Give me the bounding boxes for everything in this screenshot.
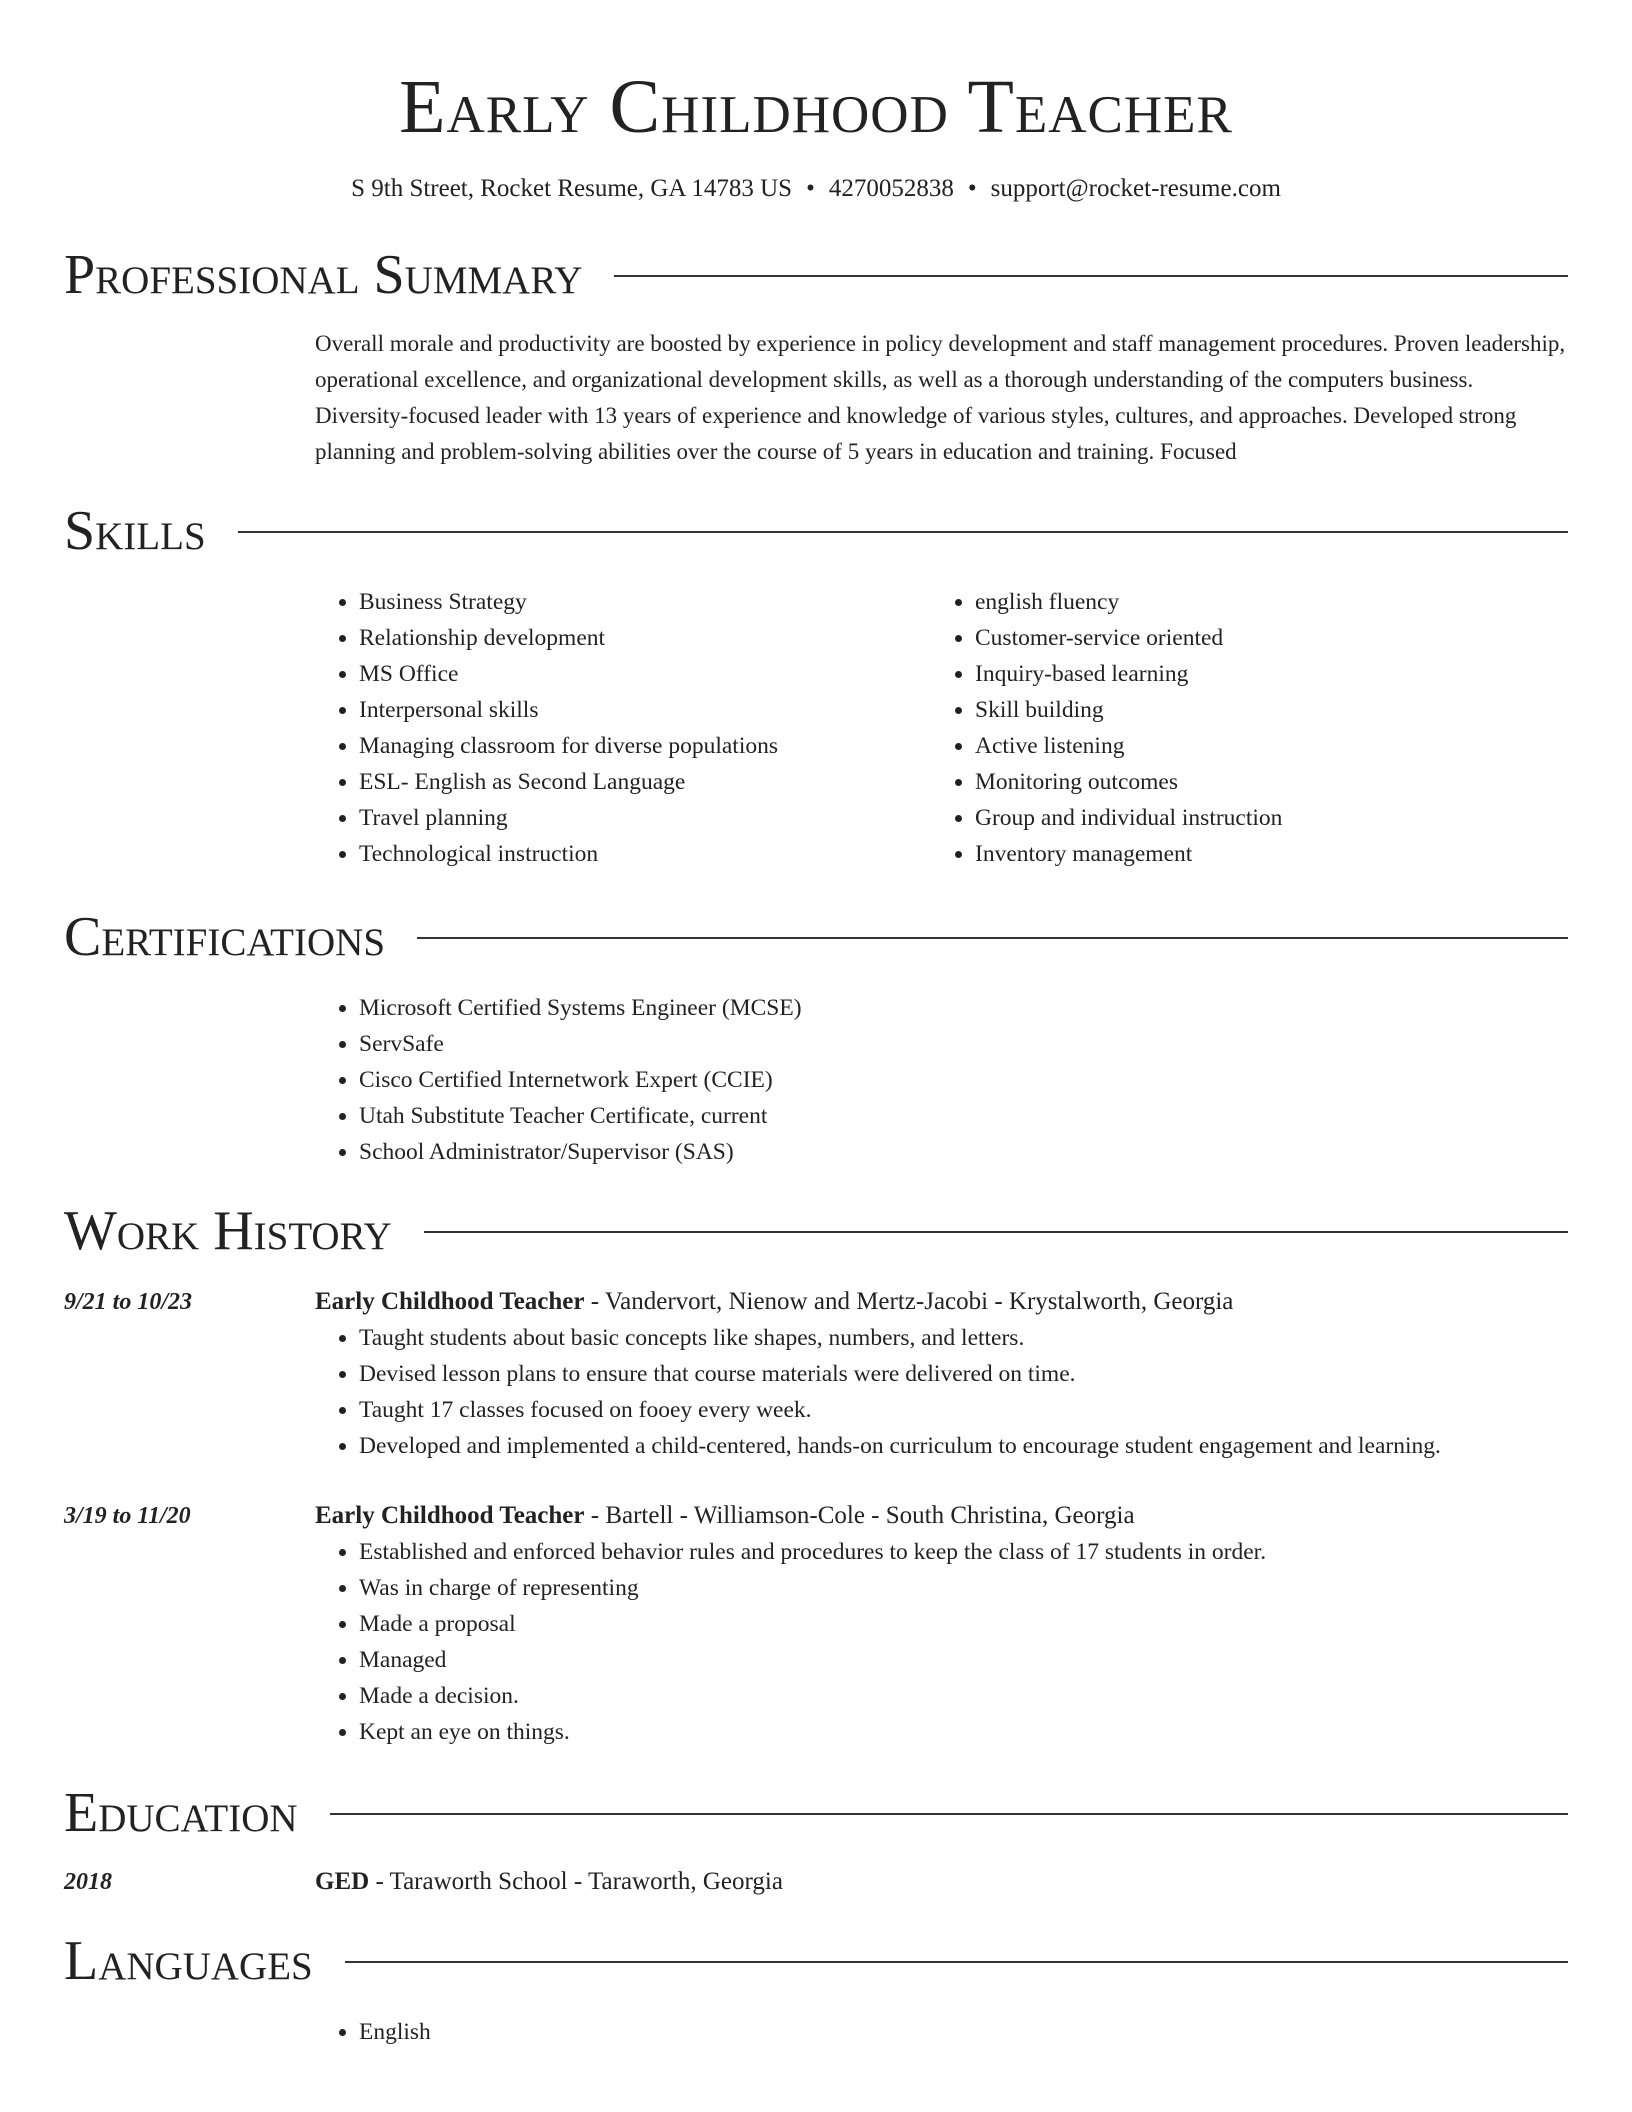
skill-item: • Business Strategy xyxy=(359,584,931,620)
contact-address: S 9th Street, Rocket Resume, GA 14783 US xyxy=(351,175,793,202)
job-bullet: • Made a decision. xyxy=(359,1678,1266,1714)
education-entry xyxy=(64,1864,1568,1900)
languages-list xyxy=(315,2014,1568,2050)
section-title-languages: Languages xyxy=(64,1930,313,1992)
section-title-skills: Skills xyxy=(64,500,206,562)
contact-phone: 4270052838 xyxy=(828,175,954,202)
skill-item: • Technological instruction xyxy=(359,836,931,872)
section-divider xyxy=(614,275,1568,277)
job-bullet: • Was in charge of representing xyxy=(359,1570,1266,1606)
contact-line xyxy=(64,172,1568,206)
skill-item: • Customer-service oriented xyxy=(975,620,1547,656)
section-divider xyxy=(345,1961,1568,1963)
certification-item: • ServSafe xyxy=(359,1026,1568,1062)
education-school: - Taraworth School - Taraworth, Georgia xyxy=(369,1868,783,1895)
contact-separator: • xyxy=(967,175,977,202)
skill-item: • MS Office xyxy=(359,656,931,692)
job-body xyxy=(315,1284,1441,1464)
section-title-summary: Professional Summary xyxy=(64,244,583,306)
certification-item: • Utah Substitute Teacher Certificate, current xyxy=(359,1098,1568,1134)
skill-item: • Skill building xyxy=(975,692,1547,728)
skill-item: • ESL- English as Second Language xyxy=(359,764,931,800)
job-bullet: • Taught students about basic concepts like shapes, numbers, and letters. xyxy=(359,1320,1441,1356)
skills-column-left xyxy=(315,584,931,872)
skills-column-right xyxy=(931,584,1547,872)
job-entry xyxy=(64,1498,1568,1750)
job-title: Early Childhood Teacher xyxy=(315,1288,585,1315)
certification-item: • Microsoft Certified Systems Engineer (MCSE) xyxy=(359,990,1568,1026)
skill-item: • Interpersonal skills xyxy=(359,692,931,728)
section-header-skills xyxy=(64,500,1568,562)
job-bullet: • Developed and implemented a child-centered, hands-on curriculum to encourage student engagement and learning. xyxy=(359,1428,1441,1464)
job-bullet: • Taught 17 classes focused on fooey every week. xyxy=(359,1392,1441,1428)
job-entry xyxy=(64,1284,1568,1464)
education-degree: GED xyxy=(315,1868,370,1895)
section-header-work-history xyxy=(64,1200,1568,1262)
certification-item: • Cisco Certified Internetwork Expert (CCIE) xyxy=(359,1062,1568,1098)
contact-separator: • xyxy=(806,175,815,202)
job-title: Early Childhood Teacher xyxy=(315,1502,585,1529)
job-bullet: • Made a proposal xyxy=(359,1606,1266,1642)
certifications-list xyxy=(315,990,1568,1170)
contact-email: support@rocket-resume.com xyxy=(990,175,1281,202)
job-body xyxy=(315,1498,1266,1750)
skill-item: • Inventory management xyxy=(975,836,1547,872)
job-dates: 3/19 to 11/20 xyxy=(64,1503,191,1529)
section-header-certifications xyxy=(64,906,1568,968)
summary-text: Overall morale and productivity are boosted by experience in policy development and staff management procedures. Proven leadership, operational excellence, and organizational development skills, as well as a thorough understanding of the computers business. Diversity-focused leader with 13 years of experience and knowledge of various styles, cultures, and approaches. Developed strong planning and problem-solving abilities over the course of 5 years in education and training. Focused xyxy=(315,331,1566,464)
job-employer: - Vandervort, Nienow and Mertz-Jacobi - Krystalworth, Georgia xyxy=(584,1288,1234,1315)
section-title-work-history: Work History xyxy=(64,1200,392,1262)
section-header-summary xyxy=(64,244,1568,306)
skills-grid xyxy=(315,584,1568,872)
job-bullet: • Managed xyxy=(359,1642,1266,1678)
education-title-line xyxy=(315,1864,783,1900)
resume-page xyxy=(64,0,1568,2050)
skill-item: • Travel planning xyxy=(359,800,931,836)
section-divider xyxy=(417,937,1568,939)
job-title-line xyxy=(315,1498,1266,1534)
section-header-languages xyxy=(64,1930,1568,1992)
candidate-name: Early Childhood Teacher xyxy=(399,65,1233,149)
job-bullet: • Devised lesson plans to ensure that course materials were delivered on time. xyxy=(359,1356,1441,1392)
section-title-education: Education xyxy=(64,1782,298,1844)
section-title-certifications: Certifications xyxy=(64,906,386,968)
skill-item: • Relationship development xyxy=(359,620,931,656)
section-header-education xyxy=(64,1782,1568,1844)
job-dates: 9/21 to 10/23 xyxy=(64,1289,193,1315)
skill-item: • Inquiry-based learning xyxy=(975,656,1547,692)
skill-item: • english fluency xyxy=(975,584,1547,620)
job-title-line xyxy=(315,1284,1441,1320)
job-bullet: • Kept an eye on things. xyxy=(359,1714,1266,1750)
section-divider xyxy=(330,1813,1568,1815)
skill-item: • Group and individual instruction xyxy=(975,800,1547,836)
skill-item: • Monitoring outcomes xyxy=(975,764,1547,800)
section-divider xyxy=(424,1231,1568,1233)
education-year: 2018 xyxy=(64,1869,112,1895)
section-divider xyxy=(238,531,1568,533)
certification-item: • School Administrator/Supervisor (SAS) xyxy=(359,1134,1568,1170)
language-item: • English xyxy=(359,2014,1568,2050)
skill-item: • Managing classroom for diverse populations xyxy=(359,728,931,764)
skill-item: • Active listening xyxy=(975,728,1547,764)
job-employer: - Bartell - Williamson-Cole - South Christina, Georgia xyxy=(584,1502,1135,1529)
job-bullet: • Established and enforced behavior rules and procedures to keep the class of 17 students in order. xyxy=(359,1534,1266,1570)
